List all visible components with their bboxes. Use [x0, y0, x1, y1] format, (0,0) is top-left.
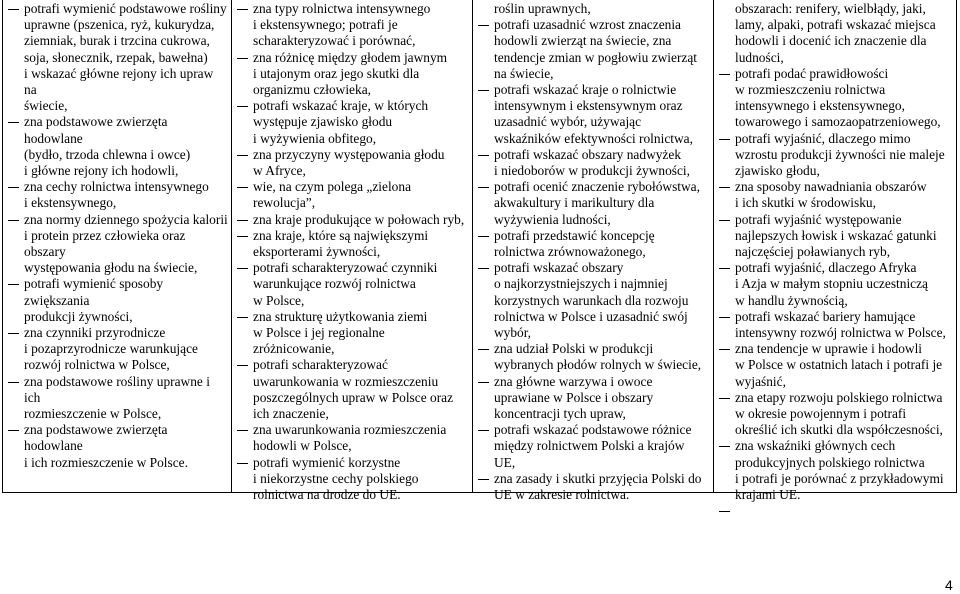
- list-item: potrafi wskazać podstawowe różnice między rolnictwem Polski a krajów UE,: [473, 422, 713, 471]
- table-column-1: [3, 0, 232, 492]
- requirements-table: [2, 0, 957, 503]
- requirements-list: [3, 1, 231, 471]
- list-item: potrafi scharakteryzować czynniki warunkujące rozwój rolnictwa w Polsce,: [232, 260, 472, 309]
- list-item: zna wskaźniki głównych cech produkcyjnych polskiego rolnictwa i potrafi je porównać z przykładowymi krajami UE.: [714, 438, 956, 503]
- list-item: zna strukturę użytkowania ziemi w Polsce i jej regionalne zróżnicowanie,: [232, 309, 472, 358]
- list-item: potrafi wymienić sposoby zwiększania produkcji żywności,: [3, 276, 231, 325]
- list-item: zna kraje produkujące w połowach ryb,: [232, 212, 472, 228]
- requirements-list: [714, 1, 956, 503]
- table-column-3: [473, 0, 714, 503]
- list-item: potrafi wyjaśnić występowanie najlepszych łowisk i wskazać gatunki najczęściej poławianych ryb,: [714, 212, 956, 261]
- list-item: zna udział Polski w produkcji wybranych płodów rolnych w świecie,: [473, 341, 713, 373]
- list-item-continuation: obszarach: renifery, wielbłądy, jaki, lamy, alpaki, potrafi wskazać miejsca hodowli i docenić ich znaczenie dla ludności,: [735, 1, 936, 65]
- list-item: potrafi wskazać obszary o najkorzystniejszych i najmniej korzystnych warunkach dla rozwoju rolnictwa w Polsce i uzasadnić swój wybór,: [473, 260, 713, 341]
- list-item: zna cechy rolnictwa intensywnego i ekstensywnego,: [3, 179, 231, 211]
- list-item: zna uwarunkowania rozmieszczenia hodowli w Polsce,: [232, 422, 472, 454]
- list-item: potrafi uzasadnić wzrost znaczenia hodowli zwierząt na świecie, zna tendencje zmian w pogłowiu zwierząt na świecie,: [473, 17, 713, 82]
- table-column-2: [232, 0, 473, 503]
- list-item: potrafi wskazać obszary nadwyżek i niedoborów w produkcji żywności,: [473, 147, 713, 179]
- list-item: zna zasady i skutki przyjęcia Polski do UE w zakresie rolnictwa.: [473, 471, 713, 503]
- list-item: potrafi wskazać kraje, w których występuje zjawisko głodu i wyżywienia obfitego,: [232, 98, 472, 147]
- list-item: zna podstawowe zwierzęta hodowlane (bydło, trzoda chlewna i owce) i główne rejony ich hodowli,: [3, 114, 231, 179]
- list-item: zna typy rolnictwa intensywnego i ekstensywnego; potrafi je scharakteryzować i porównać,: [232, 1, 472, 50]
- list-item: zna podstawowe rośliny uprawne i ich rozmieszczenie w Polsce,: [3, 374, 231, 423]
- list-item: zna normy dziennego spożycia kalorii i protein przez człowieka oraz obszary występowania głodu na świecie,: [3, 212, 231, 277]
- list-item: potrafi wyjaśnić, dlaczego mimo wzrostu produkcji żywności nie maleje zjawisko głodu,: [714, 131, 956, 180]
- list-item: potrafi ocenić znaczenie rybołówstwa, akwakultury i marikultury dla wyżywienia ludności,: [473, 179, 713, 228]
- list-item: zna czynniki przyrodnicze i pozaprzyrodnicze warunkujące rozwój rolnictwa w Polsce,: [3, 325, 231, 374]
- list-item: potrafi podać prawidłowości w rozmieszczeniu rolnictwa intensywnego i ekstensywnego, towarowego i samozaopatrzeniowego,: [714, 66, 956, 131]
- list-item: potrafi wskazać bariery hamujące intensywny rozwój rolnictwa w Polsce,: [714, 309, 956, 341]
- list-item: zna tendencje w uprawie i hodowli w Polsce w ostatnich latach i potrafi je wyjaśnić,: [714, 341, 956, 390]
- table-column-4: [714, 0, 956, 503]
- list-item: potrafi przedstawić koncepcję rolnictwa zrównoważonego,: [473, 228, 713, 260]
- list-item: zna podstawowe zwierzęta hodowlane i ich rozmieszczenie w Polsce.: [3, 422, 231, 471]
- page-number: 4: [945, 577, 953, 593]
- list-item: zna różnicę między głodem jawnym i utajonym oraz jego skutki dla organizmu człowieka,: [232, 50, 472, 99]
- list-item: potrafi wymienić korzystne i niekorzystne cechy polskiego rolnictwa na drodze do UE.: [232, 455, 472, 504]
- list-item: zna etapy rozwoju polskiego rolnictwa w okresie powojennym i potrafi określić ich skutki dla współczesności,: [714, 390, 956, 439]
- list-item: potrafi scharakteryzować uwarunkowania w rozmieszczeniu poszczególnych upraw w Polsce oraz ich znaczenie,: [232, 357, 472, 422]
- requirements-list: [473, 1, 713, 503]
- list-item: zna przyczyny występowania głodu w Afryce,: [232, 147, 472, 179]
- list-item: wie, na czym polega „zielona rewolucja”,: [232, 179, 472, 211]
- list-item-continuation: roślin uprawnych,: [494, 1, 591, 16]
- list-item: zna główne warzywa i owoce uprawiane w Polsce i obszary koncentracji tych upraw,: [473, 374, 713, 423]
- requirements-list: [232, 1, 472, 503]
- list-item: zna kraje, które są największymi eksporterami żywności,: [232, 228, 472, 260]
- list-item: zna sposoby nawadniania obszarów i ich skutki w środowisku,: [714, 179, 956, 211]
- list-item: potrafi wymienić podstawowe rośliny uprawne (pszenica, ryż, kukurydza, ziemniak, burak i trzcina cukrowa, soja, słonecznik, rzepak, bawełna) i wskazać główne rejony ich upraw na świecie,: [3, 1, 231, 114]
- list-item: potrafi wskazać kraje o rolnictwie intensywnym i ekstensywnym oraz uzasadnić wybór, używając wskaźników efektywności rolnictwa,: [473, 82, 713, 147]
- list-item: potrafi wyjaśnić, dlaczego Afryka i Azja w małym stopniu uczestniczą w handlu żywnością,: [714, 260, 956, 309]
